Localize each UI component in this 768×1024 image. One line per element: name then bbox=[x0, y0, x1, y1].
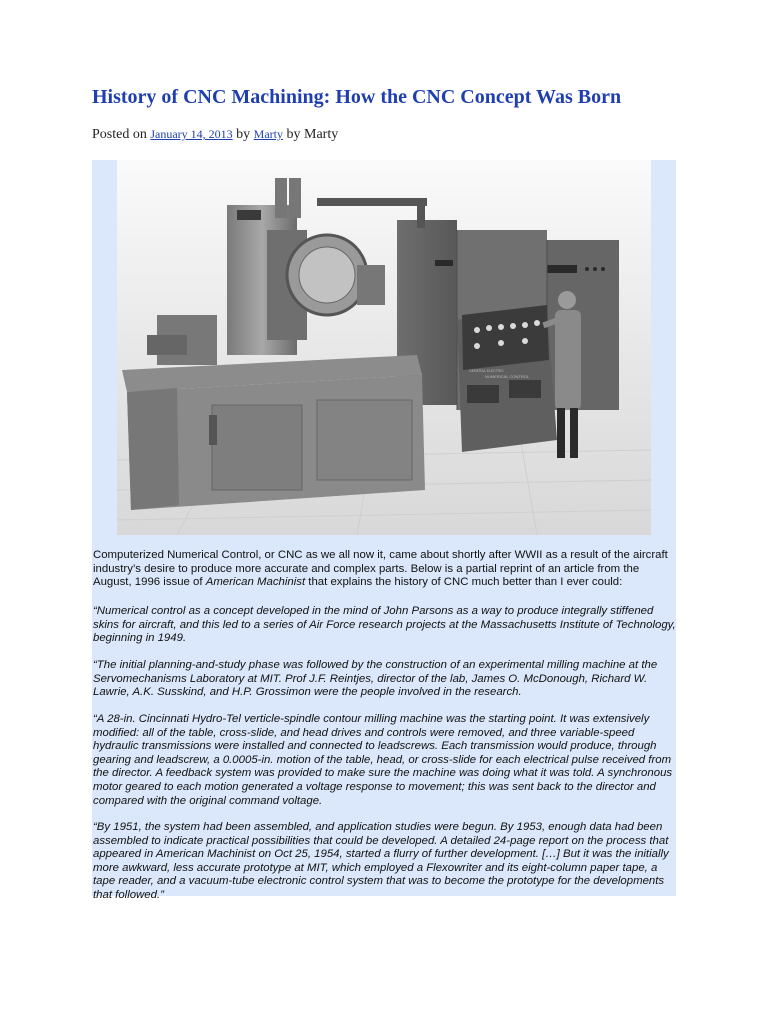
by-author-text: by Marty bbox=[286, 127, 339, 142]
page-title: History of CNC Machining: How the CNC Concept Was Born bbox=[92, 86, 622, 108]
author-link[interactable]: Marty bbox=[253, 127, 283, 141]
intro-text-1: Computerized Numerical Control, or CNC as we all now it, came about shortly after WWII as a result of the aircraft industry’s desire to produce more accurate and complex parts. Below is a partial reprint of an article from the August, 1996 issue of bbox=[93, 549, 668, 589]
posted-on-label: Posted on bbox=[92, 127, 147, 142]
cnc-machine-photo bbox=[117, 160, 651, 535]
console-brand: GENERAL ELECTRIC bbox=[469, 369, 504, 373]
intro-magazine: American Machinist bbox=[205, 576, 306, 589]
intro-paragraph bbox=[93, 549, 679, 590]
quote-paragraph-1: “Numerical control as a concept developed in the mind of John Parsons as a way to produce integrally stiffened skins for aircraft, and this led to a series of Air Force research projects at the Massachusetts Institute of Technology, beginning in 1949. bbox=[93, 605, 676, 645]
post-date-link[interactable]: January 14, 2013 bbox=[150, 127, 233, 141]
by-label: by bbox=[236, 127, 251, 142]
post-meta bbox=[92, 127, 338, 143]
quote-paragraph-4: “By 1951, the system had been assembled, and application studies were begun. By 1953, enough data had been assembled to indicate practical possibilities that could be developed. A detailed 24-page report on the process that appeared in American Machinist on Oct 25, 1954, started a flurry of further development. […] But it was the initially more awkward, less accurate prototype at MIT, which employed a Flexowriter and its eight-column paper tape, a tape reader, and a vacuum-tube electronic control system that was to become the prototype for the developments that followed.” bbox=[93, 821, 669, 901]
quote-paragraph-3: “A 28-in. Cincinnati Hydro-Tel verticle-spindle contour milling machine was the starting point. It was extensively modified: all of the table, cross-slide, and head drives and controls were removed, and three variable-speed hydraulic transmissions were installed and connected to leadscrews. Each transmission would produce, through gearing and leadscrew, a 0.0005-in. motion of the table, head, or cross-slide for each electrical pulse received from the director. A feedback system was provided to make sure the machine was doing what it was told. A synchronous motor geared to each motion generated a voltage response to movement; this was sent back to the director and compared with the original command voltage. bbox=[93, 713, 673, 807]
intro-text-2: that explains the history of CNC much better than I ever could: bbox=[305, 576, 623, 589]
quote-paragraph-2: “The initial planning-and-study phase was followed by the construction of an experimental milling machine at the Servomechanisms Laboratory at MIT. Prof J.F. Reintjes, director of the lab, James O. McDonough, Richard W. Lawrie, A.K. Susskind, and H.P. Grossimon were the people involved in the research. bbox=[93, 659, 658, 699]
console-label: NUMERICAL CONTROL bbox=[485, 374, 530, 379]
